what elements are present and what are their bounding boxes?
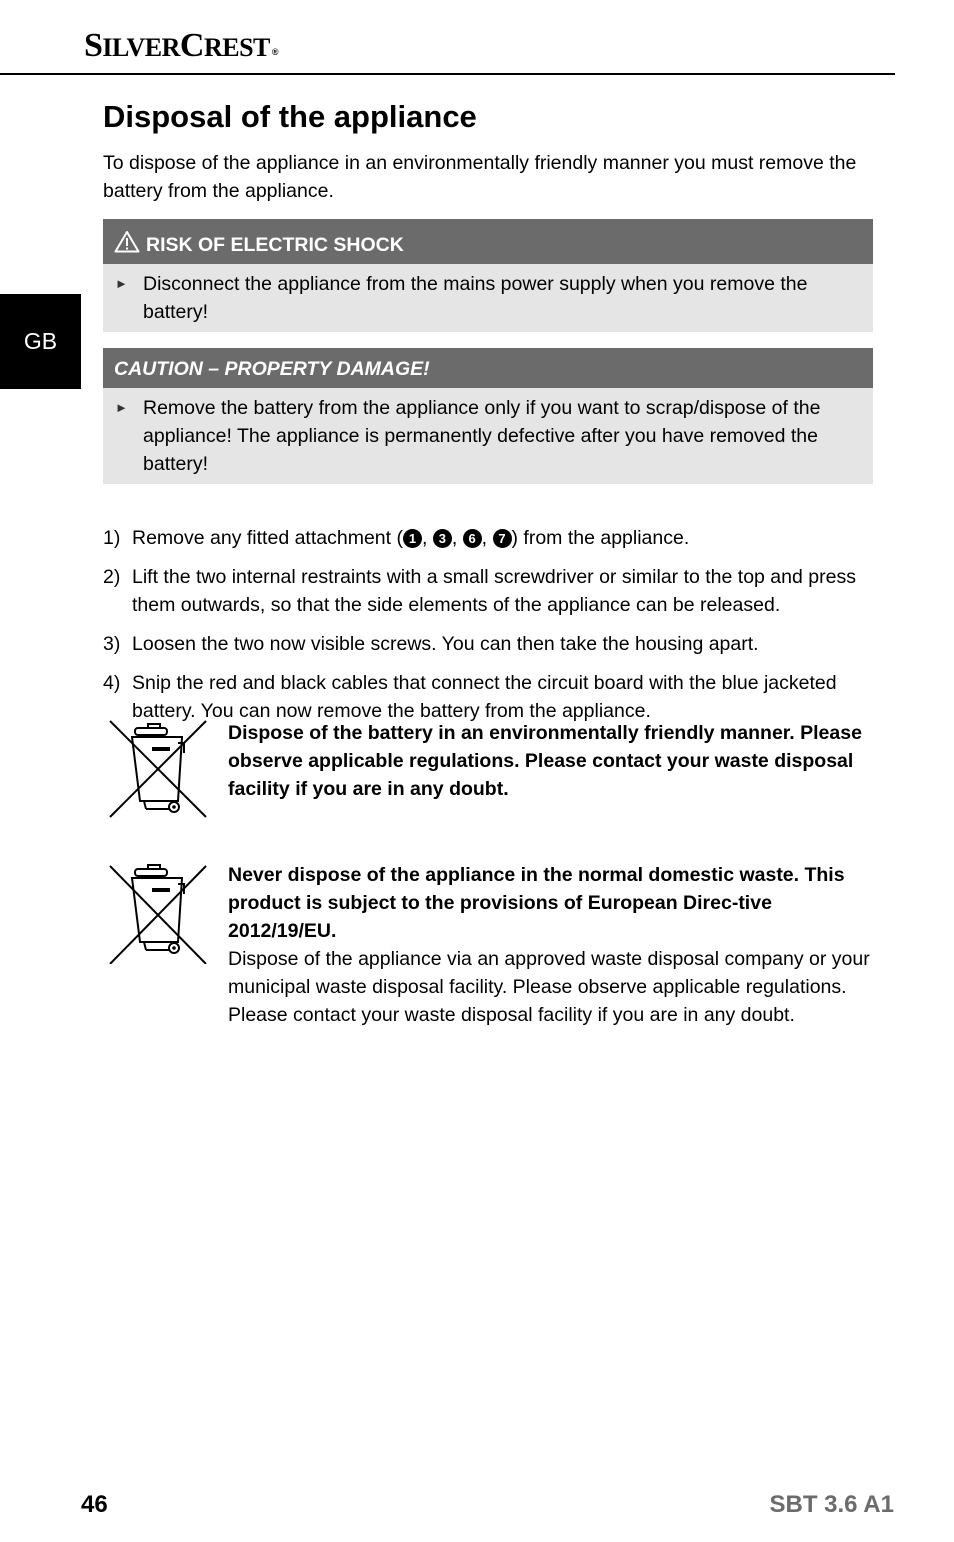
brand-rest-1: ILVER: [102, 33, 180, 62]
appliance-disposal-notice: [108, 860, 878, 1029]
page-number: 46: [81, 1491, 108, 1518]
reference-number-1: 1: [403, 529, 422, 548]
step-item: [103, 669, 873, 725]
language-tab: GB: [0, 294, 81, 389]
warning-box: [103, 219, 873, 332]
brand-initial-1: S: [84, 27, 103, 64]
crossed-out-bin-icon: [108, 860, 228, 1029]
caution-item: [103, 388, 873, 484]
brand-initial-2: C: [179, 27, 204, 64]
step-number: 3): [103, 633, 121, 655]
step-text: Loosen the two now visible screws. You can then take the housing apart.: [132, 633, 759, 655]
brand-logo: [84, 26, 278, 68]
caution-heading-bar: [103, 348, 873, 388]
page-title: Disposal of the appliance: [103, 99, 477, 134]
step-item: [103, 563, 873, 619]
steps-list: [103, 524, 873, 725]
step-number: 2): [103, 566, 121, 588]
reference-number-3: 3: [433, 529, 452, 548]
intro-paragraph: To dispose of the appliance in an environmentally friendly manner you must remove the battery from the appliance.: [103, 152, 857, 202]
crossed-out-bin-icon: [108, 719, 228, 828]
main-content: [103, 95, 873, 736]
step-number: 1): [103, 527, 121, 549]
step-item: [103, 524, 873, 552]
warning-heading-bar: [103, 219, 873, 264]
model-number: SBT 3.6 A1: [769, 1491, 894, 1518]
appliance-notice-bold-text: Never dispose of the appliance in the normal domestic waste. This product is subject to the provisions of European Direc-tive 2012/19/EU.: [228, 864, 845, 942]
step-text: Lift the two internal restraints with a small screwdriver or similar to the top and press them outwards, so that the side elements of the appliance can be released.: [132, 566, 856, 616]
step-text-suffix: ) from the appliance.: [511, 527, 690, 549]
caution-text: Remove the battery from the appliance only if you want to scrap/dispose of the appliance! The appliance is permanently defective after you have removed the battery!: [143, 397, 821, 475]
step-number: 4): [103, 672, 121, 694]
caution-heading: CAUTION – PROPERTY DAMAGE!: [114, 358, 430, 380]
step-item: [103, 630, 873, 658]
reference-number-6: 6: [463, 529, 482, 548]
header-rule: [0, 73, 895, 75]
step-text-prefix: Remove any fitted attachment (: [132, 527, 403, 549]
step-text: Snip the red and black cables that connect the circuit board with the blue jacketed battery. You can now remove the battery from the appliance.: [132, 672, 837, 722]
caution-box: [103, 348, 873, 484]
bullet-arrow-icon: ►: [115, 276, 128, 291]
warning-triangle-icon: [114, 221, 140, 273]
bullet-arrow-icon: ►: [115, 400, 128, 415]
warning-item: [103, 264, 873, 332]
warning-heading: RISK OF ELECTRIC SHOCK: [146, 234, 404, 256]
appliance-notice-text: Dispose of the appliance via an approved waste disposal company or your municipal waste disposal facility. Please observe applicable regulations. Please contact your waste disposal facility if you are in any doubt.: [228, 948, 870, 1026]
warning-text: Disconnect the appliance from the mains power supply when you remove the battery!: [143, 273, 808, 323]
registered-mark: ®: [271, 47, 279, 57]
battery-disposal-notice: [108, 719, 878, 828]
reference-number-7: 7: [493, 529, 512, 548]
battery-notice-text: Dispose of the battery in an environmentally friendly manner. Please observe applicable regulations. Please contact your waste disposal facility if you are in any doubt.: [228, 722, 862, 800]
step-text: Remove any fitted attachment ( 1 , 3 , 6 , 7 ) from the appliance.: [132, 527, 690, 549]
brand-rest-2: REST: [203, 33, 270, 62]
